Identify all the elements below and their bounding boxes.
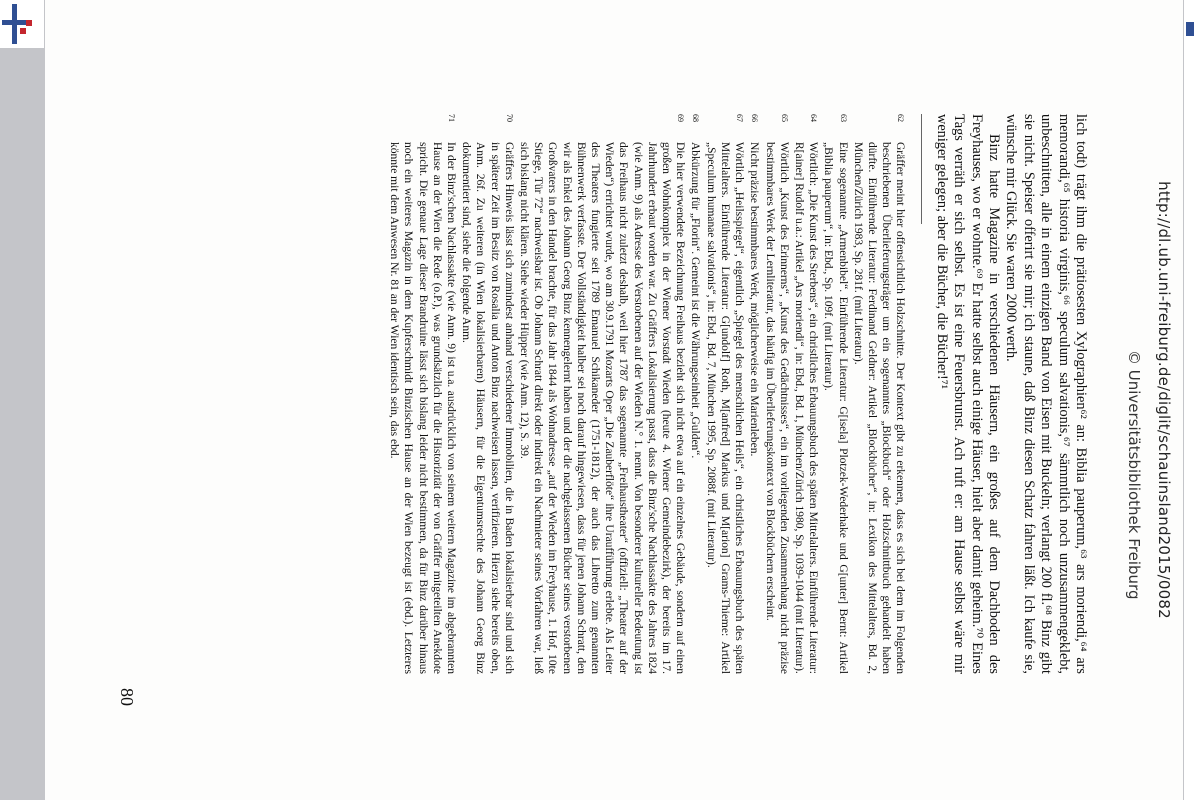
footnote-number: 65 [779, 114, 789, 122]
footnote [704, 114, 747, 674]
footnote [762, 114, 790, 674]
footnote-text: Wörtlich „Kunst des Erinnerns“, „Kunst des Gedächtnisses“, ein im vorliegenden Zusammenhang nicht präzise bestimmbares Werk der Lernliteratur, das häufig im Überlieferungskontext von Blockbüchern erscheint. [763, 142, 790, 674]
footnote [459, 114, 516, 674]
footnote-number: 69 [676, 114, 686, 122]
footnote-text: Wörtlich: „Die Kunst des Sterbens“, ein christliches Erbauungsbuch des späten Mittelalters. Einführende Literatur: R[ainer] Rudolf u.a.: Artikel „Ars moriendi“, in: Ebd., Bd. 1, München/Zürich 1980, Sp. 1039-1044 (mit Literatur). [792, 142, 820, 674]
right-sidebar-logo-mark [1186, 22, 1194, 36]
footnote-number: 67 [735, 114, 745, 122]
footnote-text: Gräffer meint hier offensichtlich Holzschnitte. Der Kontext gibt zu erkennen, dass es sich bei dem im Folgenden beschriebenen Überlieferungsträger um ein sogenanntes „Blockbuch“ oder Holzschnittbuch gehandelt haben dürfte. Einführende Literatur: Ferdinand Geldner: Artikel „Blockbücher“, in: Lexikon des Mittelalters, Bd. 2, München/Zürich 1983, Sp. 281f. (mit Literatur). [851, 142, 907, 674]
footnote-text: Die hier verwendete Bezeichnung Freihaus bezieht sich nicht etwa auf ein einzelnes Gebäude, sondern auf einen großen Wohnkomplex in der Wiener Vorstadt Wieden (heute 4. Wiener Gemeindebezirk), der bereits im 17. Jahrhundert erbaut worden war. Zu Gräffers Lokalisierung passt, dass die Binz'sche Nachlassakte des Jahres 1824 (wie Anm. 9) als Adresse des Verstorbenen auf der Wieden N.° 1. nennt. Von besonderer kultureller Bedeutung ist das Freihaus nicht zuletzt deshalb, weil hier 1787 das sogenannte „Freihaustheater“ (offiziell: „Theater auf der Wieden“) errichtet wurde, wo am 30.9.1791 Mozarts Oper „Die Zauberflöte“ ihre Uraufführung erlebte. Als Leiter des Theaters fungierte seit 1789 Emanuel Schikaneder (1751-1812), der auch das Libretto zum genannten Bühnenwerk verfasste. Der Vollständigkeit halber sei noch darauf hingewiesen, dass für jenen Johann Schratt, den wir als Enkel des Johann Georg Binz kennengelernt haben und der die nachgelassenen Bücher seines verstorbenen Großvaters in den Handel brachte, für das Jahr 1844 als Wohnadresse „auf der Wieden im Freyhause, 1. Hof, 10te Stiege, Tür 72“ nachweisbar ist. Ob Johann Schratt direkt oder indirekt ein Nachmieter seines Vorfahren war, ließ sich bislang nicht klären. Siehe wieder Hüpper (wie Anm. 12), S. 39. [518, 142, 687, 674]
library-logo [0, 0, 44, 48]
footnote-text: Eine sogenannte „Armenbibel“. Einführende Literatur: G[isela] Plotzek-Wederhake und G[unter] Bernt: Artikel „Biblia pauperum“, in: Ebd., Sp. 109f. (mit Literatur). [822, 142, 849, 674]
footnote [688, 114, 702, 674]
rotated-page-content [45, 0, 1183, 800]
footnote-divider [921, 114, 922, 224]
right-sidebar [1184, 0, 1198, 800]
footnote-number: 62 [896, 114, 906, 122]
source-url: http://dl.ub.uni-freiburg.de/diglit/schauinsland2015/0082 [1155, 181, 1173, 619]
footnote [851, 114, 908, 674]
footnote-text: Nicht präzise bestimmbares Werk, möglicherweise ein Marienleben. [748, 142, 761, 457]
footnote-text: In der Binz'schen Nachlassakte (wie Anm. 9) ist u.a. ausdrücklich von seinem weitern Magazine im abgebrannten Hause an der Wien die Rede (o.P.), was grundsätzlich für die Historizität der von Gräffer mitgeteilten Anekdote spricht. Die genaue Lage dieser Brandruine lässt sich bislang leider nicht bestimmen, da für Binz darüber hinaus noch ein weiteres Magazin in dem Kupferschmidt Binzischen Hause an der Wien bezeugt ist (ebd.). Letzteres könnte mit dem Anwesen Nr. 81 an der Wien identisch sein, das ebd. [388, 142, 458, 674]
body-paragraph-1: lich todt) trägt ihm die prätiosesten Xylographien⁶² an: Biblia pauperum,⁶³ ars moriendi,⁶⁴ ars memorandi,⁶⁵ historia virginis,⁶⁶ speculum salvationis,⁶⁷ sämmtlich noch unzusammengeklebt, unbeschnitten, alle in einem einzigen Band von Eisen mit Buckeln; verlangt 200 fl.⁶⁸ Binz gibt sie nicht. Speiser offerirt sie mir; ich staune, daß Binz diesen Schatz fahren läßt. Ich kaufe sie, wünsche mir Glück. Sie waren 2000 werth. [1003, 114, 1089, 674]
footnote-number: 68 [691, 114, 701, 122]
footnote [792, 114, 820, 674]
footnote-number: 63 [838, 114, 848, 122]
body-paragraph-2: Binz hatte Magazine in verschiedenen Häusern, ein großes auf dem Dachboden des Freyhauses, wo er wohnte.⁶⁹ Er hatte selbst auch einige Häuser, hielt aber damit geheim.⁷⁰ Eines Tags verräth er sich selbst. Es ist eine Feuersbrunst. Ach ruft er: am Hause selbst wäre mir weniger gelegen; aber die Bücher, die Bücher!⁷¹ [933, 114, 1002, 674]
footnote-text: Abkürzung für „Florin“. Gemeint ist die Währungseinheit „Gulden“. [689, 142, 702, 459]
footnote-number: 71 [447, 114, 457, 122]
footnote [747, 114, 761, 674]
footnote [387, 114, 458, 674]
footnote-text: Wörtlich „Heilsspiegel“, eigentlich „Spiegel des menschlichen Heils“, ein christliches Erbauungsbuch des späten Mittelalters. Einführende Literatur: G[undolf] Roth, M[anfred] Markus und M[arion] Grams-Thieme: Artikel „Speculum humanae salvationis“, in: Ebd., Bd. 7, München 1995, Sp. 2088f. (mit Literatur). [704, 142, 746, 674]
footnote-text: Gräffers Hinweis lässt sich zumindest anhand verschiedener Immobilien, die in Baden lokalisierbar sind und sich in späterer Zeit im Besitz von Rosalia und Anton Binz nachweisen lassen, verifizieren. Hierzu siehe bereits oben, Anm. 26f. Zu weiteren (in Wien lokalisierbaren) Häusern, für die Eigentumsrechte des Johann Georg Binz dokumentiert sind, siehe die folgende Anm. [460, 142, 515, 674]
page-text [386, 114, 1089, 674]
document-page [45, 0, 1183, 800]
footnote-number: 64 [809, 114, 819, 122]
footnote [517, 114, 687, 674]
copyright-notice: © Universitätsbibliothek Freiburg [1125, 350, 1143, 600]
footnote-number: 66 [750, 114, 760, 122]
footnote [821, 114, 849, 674]
footnote-number: 70 [504, 114, 514, 122]
page-number: 80 [117, 688, 137, 706]
